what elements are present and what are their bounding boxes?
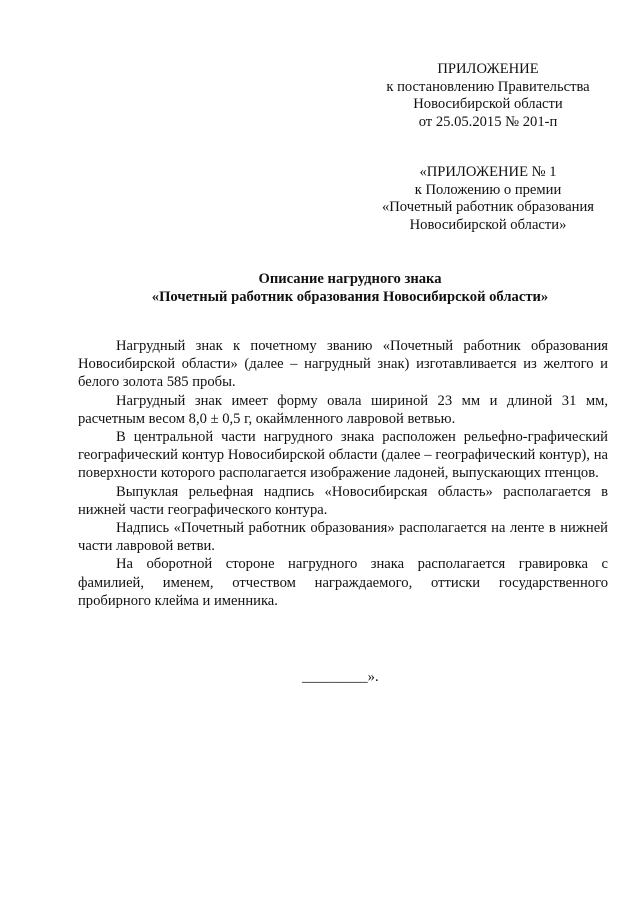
appendix-header-line-3: Новосибирской области — [413, 96, 563, 112]
closing-line: _________». — [302, 669, 379, 685]
body-paragraph: Надпись «Почетный работник образования» располагается на ленте в нижней части лавровой ветви. — [78, 520, 608, 555]
appendix-1-header — [370, 164, 606, 234]
document-body — [78, 337, 608, 610]
appendix-1-line-2: к Положению о премии — [414, 181, 562, 198]
document-title — [60, 271, 640, 306]
appendix-header-line-1: ПРИЛОЖЕНИЕ — [437, 61, 539, 77]
appendix-1-line-1: «ПРИЛОЖЕНИЕ № 1 — [419, 164, 557, 180]
appendix-1-line-3: «Почетный работник образования — [381, 199, 595, 215]
body-paragraph: Нагрудный знак имеет форму овала шириной 23 мм и длиной 31 мм, расчетным весом 8,0 ± 0,5 г, окаймленного лавровой ветвью. — [78, 392, 608, 427]
body-paragraph: Нагрудный знак к почетному званию «Почетный работник образования Новосибирской области» (далее – нагрудный знак) изготавливается из желтого и белого золота 585 пробы. — [78, 338, 608, 391]
appendix-header-line-4: от 25.05.2015 № 201-п — [418, 113, 558, 130]
document-title-line-1: Описание нагрудного знака — [258, 271, 442, 287]
appendix-header — [370, 61, 606, 131]
body-paragraph: На оборотной стороне нагрудного знака располагается гравировка с фамилией, именем, отчеством награждаемого, оттиски государственного пробирного клейма и именника. — [78, 556, 608, 609]
appendix-header-line-2: к постановлению Правительства — [386, 78, 590, 95]
document-title-line-2: «Почетный работник образования Новосибирской области» — [151, 288, 549, 305]
appendix-1-line-4: Новосибирской области» — [409, 216, 567, 233]
body-paragraph: Выпуклая рельефная надпись «Новосибирская область» располагается в нижней части географического контура. — [78, 483, 608, 518]
body-paragraph: В центральной части нагрудного знака расположен рельефно-графический географический контур Новосибирской области (далее – географический контур), на поверхности которого располагается изображение ладоней, выпускающих птенцов. — [78, 429, 608, 482]
